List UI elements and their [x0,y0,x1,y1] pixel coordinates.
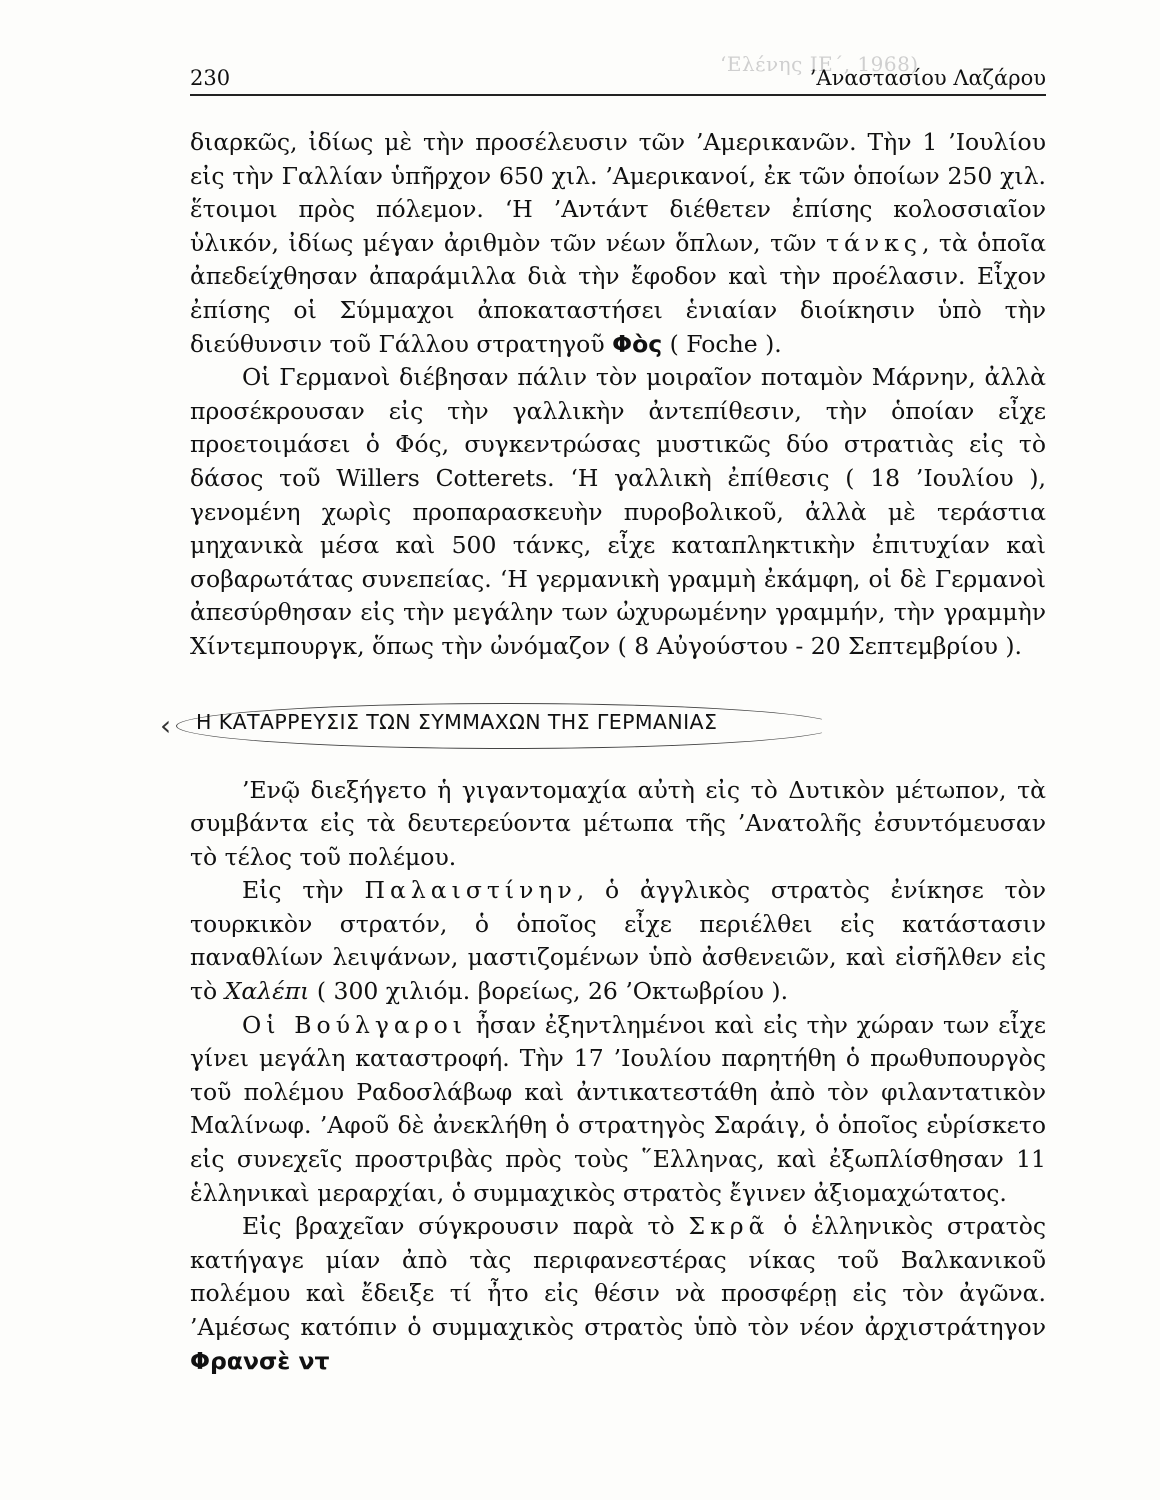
text-run: ( 300 χιλιόμ. βορείως, 26 ’Οκτωβρίου ). [309,977,789,1006]
pencil-mark-icon: ‹ [160,708,172,742]
paragraph-6 [190,1210,1046,1378]
text-run: διαρκῶς, ἰδίως μὲ τὴν προσέλευσιν τῶν ’Αμερικανῶν. Τὴν 1 ’Ιουλίου εἰς τὴν Γαλλίαν ὑπῆρχον 650 χιλ. ’Αμερικανοί, ἐκ τῶν ὁποίων 250 χιλ. ἕτοιμοι πρὸς πόλεμον. ‘Η ’Αντάντ διέθετεν ἐπίσης κολοσσιαῖον ὑλικόν, ἰδίως μέγαν ἀριθμὸν τῶν νέων ὅπλων, τῶν [190,128,1046,257]
bleed-through-text: ‘Ελένης ΙΕ΄, 1968) [720,52,919,76]
bold-name: Φρανσὲ ντ [190,1346,330,1375]
main-text [160,126,1047,1378]
text-run: ( Foche ). [662,329,782,358]
section-heading-block [160,697,1046,754]
page-header [190,62,1046,96]
text-run: , ὁ ἀγγλικὸς στρατὸς ἐνίκησε τὸν τουρκικὸν στρατόν, ὁ ὁποῖος εἶχε περιέλθει εἰς κατάστασιν παναθλίων λειψάνων, μαστιζομένων ὑπὸ ἀσθενειῶν, καὶ εἰσῆλθεν εἰς τὸ [190,876,1046,1006]
spaced-word: Οἱ Βούλγαροι [242,1010,467,1039]
text-run: ἦσαν ἐξηντλημένοι καὶ εἰς τὴν χώραν των εἶχε γίνει μεγάλη καταστροφή. Τὴν 17 ’Ιουλίου παρητήθη ὁ πρωθυπουργὸς τοῦ πολέμου Ραδοσλάβωφ καὶ ἀντικατεστάθη ἀπὸ τὸν φιλαντατικὸν Μαλίνωφ. ’Αφοῦ δὲ ἀνεκλήθη ὁ στρατηγὸς Σαράιγ, ὁ ὁποῖος εὑρίσκετο εἰς συνεχεῖς προστριβὰς πρὸς τοὺς ῞Ελληνας, καὶ ἐξωπλίσθησαν 11 ἑλληνικαὶ μεραρχίαι, ὁ συμμαχικὸς στρατὸς ἔγινεν ἀξιομαχώτατος. [190,1010,1047,1207]
spaced-word: Παλαιστίνην [364,876,577,905]
paragraph-1 [190,126,1046,361]
spaced-word: τάνκς [825,228,922,257]
paragraph-2: Οἱ Γερμανοὶ διέβησαν πάλιν τὸν μοιραῖον ποταμὸν Μάρνην, ἀλλὰ προσέκρουσαν εἰς τὴν γαλλικὴν ἀντεπίθεσιν, τὴν ὁποίαν εἶχε προετοιμάσει ὁ Φός, συγκεντρώσας μυστικῶς δύο στρατιὰς εἰς τὸ δάσος τοῦ Willers Cotterets. ‘Η γαλλικὴ ἐπίθεσις ( 18 ’Ιουλίου ), γενομένη χωρὶς προπαρασκευὴν πυροβολικοῦ, ἀλλὰ μὲ τεράστια μηχανικὰ μέσα καὶ 500 τάνκς, εἶχε καταπληκτικὴν ἐπιτυχίαν καὶ σοβαρωτάτας συνεπείας. ‘Η γερμανικὴ γραμμὴ ἐκάμφη, οἱ δὲ Γερμανοὶ ἀπεσύρθησαν εἰς τὴν μεγάλην των ὠχυρωμένην γραμμήν, τὴν γραμμὴν Χίντεμπουργκ, ὅπως τὴν ὠνόμαζον ( 8 Αὐγούστου - 20 Σεπτεμβρίου ). [190,363,1046,660]
text-run: Εἰς τὴν [242,876,365,905]
handwritten-word: Χαλέπι [224,977,310,1006]
paragraph-4 [190,874,1046,1008]
text-run: ὁ ἑλληνικὸς στρατὸς κατήγαγε μίαν ἀπὸ τὰς περιφανεστέρας νίκας τοῦ Βαλκανικοῦ πολέμου καὶ ἔδειξε τί ἦτο εἰς θέσιν νὰ προσφέρῃ εἰς τὸν ἀγῶνα. ’Αμέσως κατόπιν ὁ συμμαχικὸς στρατὸς ὑπὸ τὸν νέον ἀρχιστράτηγον [190,1212,1047,1341]
bold-name: Φὸς [612,329,663,358]
paragraph-5 [190,1009,1046,1211]
text-run: , τὰ ὁποῖα ἀπεδείχθησαν ἀπαράμιλλα διὰ τὴν ἔφοδον καὶ τὴν προέλασιν. Εἶχον ἐπίσης οἱ Σύμμαχοι ἀποκαταστήσει ἑνιαίαν διοίκησιν ὑπὸ τὴν διεύθυνσιν τοῦ Γάλλου στρατηγοῦ [190,228,1046,358]
section-heading: Η ΚΑΤΑΡΡΕΥΣΙΣ ΤΩΝ ΣΥΜΜΑΧΩΝ ΤΗΣ ΓΕΡΜΑΝΙΑΣ [196,709,718,734]
paragraph-3: ’Ενῷ διεξήγετο ἡ γιγαντομαχία αὐτὴ εἰς τὸ Δυτικὸν μέτωπον, τὰ συμβάντα εἰς τὰ δευτερεύοντα μέτωπα τῆς ’Ανατολῆς ἐσυντόμευσαν τὸ τέλος τοῦ πολέμου. [190,775,1046,871]
running-title: ’Αναστασίου Λαζάρου [809,66,1046,90]
page-number: 230 [190,66,231,90]
spaced-word: Σκρᾶ [688,1212,770,1241]
text-run: Εἰς βραχεῖαν σύγκρουσιν παρὰ τὸ [242,1212,689,1241]
